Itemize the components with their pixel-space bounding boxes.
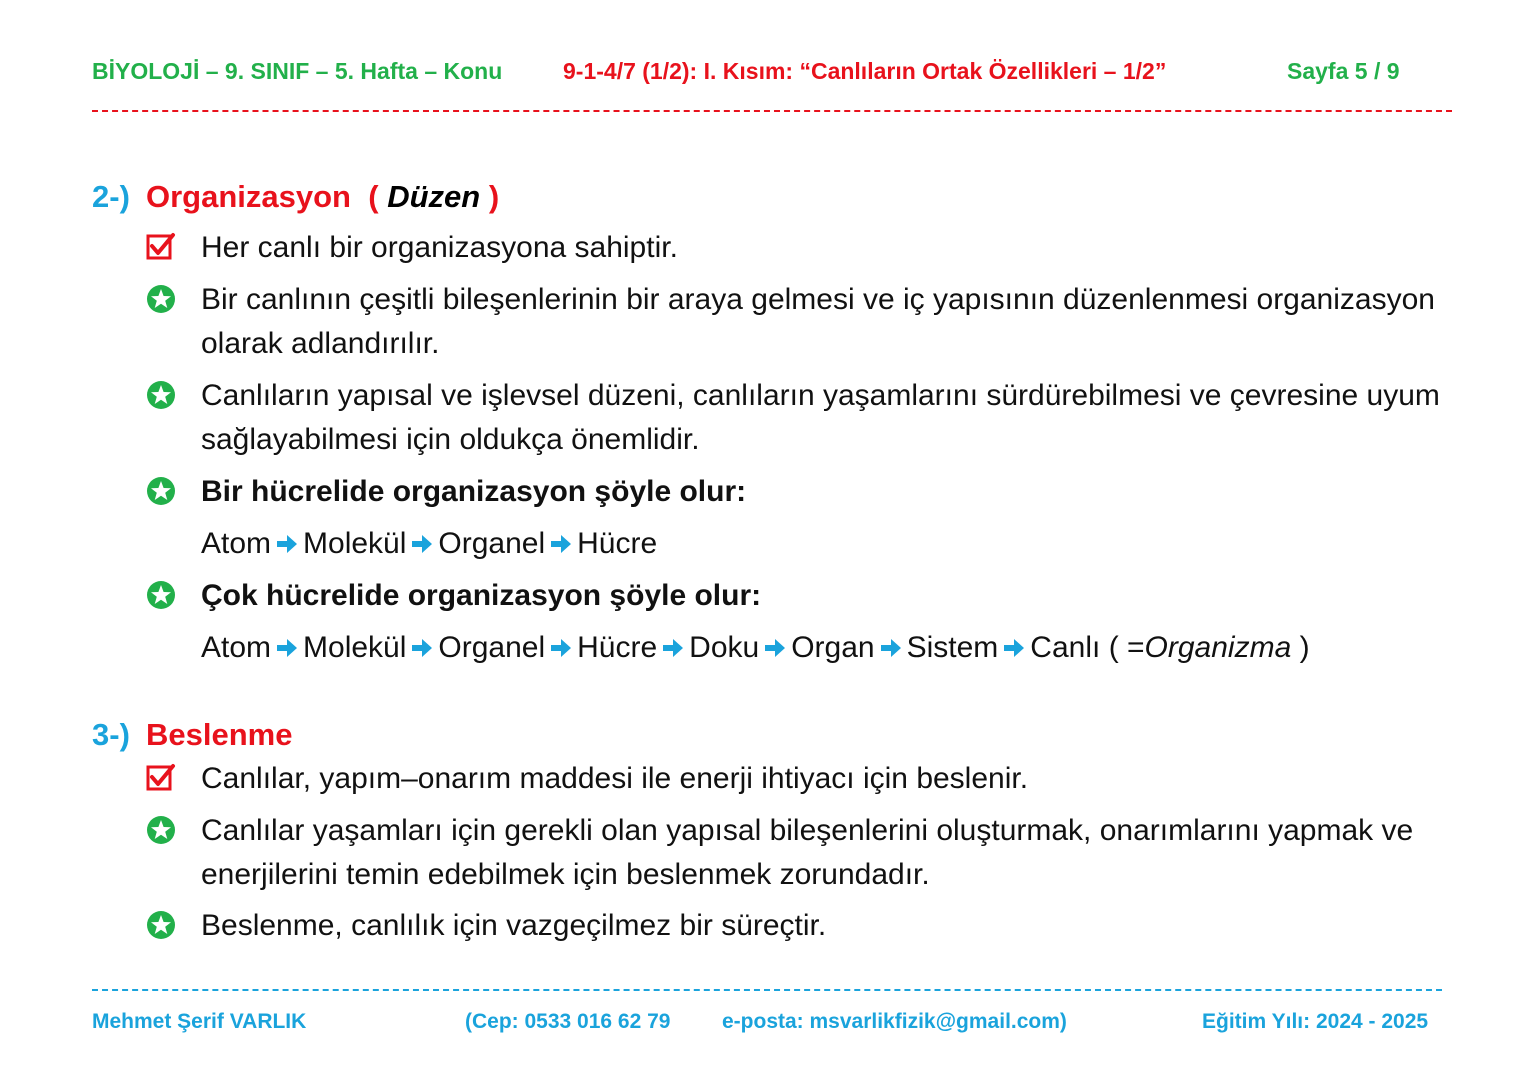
list-item-text: Çok hücrelide organizasyon şöyle olur: (201, 579, 762, 612)
chain-note: Organizma (1144, 631, 1292, 664)
right-arrow-icon (410, 533, 434, 555)
right-arrow-icon (661, 637, 685, 659)
header-page-number: Sayfa 5 / 9 (1287, 58, 1400, 84)
list-item-text: Canlılar yaşamları için gerekli olan yapısal bileşenlerini oluşturmak, onarımlarını yapmak ve enerjilerini temin edebilmek için beslenmek zorundadır. (201, 814, 1414, 891)
footer-phone: (Cep: 0533 016 62 79 (465, 1010, 671, 1033)
list-item-text: Canlıların yapısal ve işlevsel düzeni, canlıların yaşamlarını sürdürebilmesi ve çevresine uyum sağlayabilmesi için oldukça önemlidir. (201, 379, 1440, 456)
star-circle-icon (146, 284, 176, 314)
section-2-paren-open: ( (368, 179, 379, 214)
list-item-text: Bir canlının çeşitli bileşenlerinin bir araya gelmesi ve iç yapısının düzenlenmesi organizasyon olarak adlandırılır. (201, 283, 1435, 360)
list-item-text: Beslenme, canlılık için vazgeçilmez bir süreçtir. (201, 909, 827, 942)
section-3-number: 3-) (92, 717, 130, 752)
chain_multi-step: Canlı (1030, 631, 1101, 664)
star-circle-icon (146, 580, 176, 610)
section-2-paren-close: ) (488, 179, 500, 214)
star-circle-icon (146, 910, 176, 940)
star-circle-icon (146, 380, 176, 410)
star-circle-icon (146, 815, 176, 845)
chain_multi-step: Organel (438, 631, 546, 664)
right-arrow-icon (275, 533, 299, 555)
chain_single-step: Atom (201, 527, 272, 560)
chain_single-step: Organel (438, 527, 546, 560)
chain_single-step: Molekül (303, 527, 407, 560)
right-arrow-icon (879, 637, 903, 659)
header-divider (92, 110, 1452, 112)
chain-multi-cell (201, 626, 1461, 670)
list-item-text: Canlılar, yapım–onarım maddesi ile enerji ihtiyacı için beslenir. (201, 762, 1029, 795)
chain-single-cell (201, 522, 1461, 566)
section-3-name: Beslenme (146, 717, 293, 752)
list-item-text: Her canlı bir organizasyona sahiptir. (201, 231, 678, 264)
footer-divider (92, 989, 1442, 991)
chain_multi-step: Organ (791, 631, 875, 664)
right-arrow-icon (763, 637, 787, 659)
footer-email: e-posta: msvarlikfizik@gmail.com) (722, 1010, 1067, 1033)
footer-author: Mehmet Şerif VARLIK (92, 1010, 307, 1033)
right-arrow-icon (549, 533, 573, 555)
right-arrow-icon (1002, 637, 1026, 659)
star-circle-icon (146, 476, 176, 506)
section-2-title (92, 179, 499, 215)
footer-year: Eğitim Yılı: 2024 - 2025 (1202, 1010, 1429, 1033)
right-arrow-icon (410, 637, 434, 659)
chain_single-step: Hücre (577, 527, 658, 560)
chain_multi-step: Molekül (303, 631, 407, 664)
section-2-number: 2-) (92, 179, 130, 214)
checked-box-icon (146, 232, 176, 262)
right-arrow-icon (549, 637, 573, 659)
chain_multi-step: Atom (201, 631, 272, 664)
checked-box-icon (146, 763, 176, 793)
section-2-name: Organizasyon (146, 179, 351, 214)
right-arrow-icon (275, 637, 299, 659)
chain_multi-step: Hücre (577, 631, 658, 664)
chain-note-close: ) (1291, 631, 1310, 664)
section-2-subtitle: Düzen (387, 179, 481, 214)
chain_multi-step: Sistem (906, 631, 999, 664)
chain-note-open: ( = (1108, 631, 1145, 664)
list-item-text: Bir hücrelide organizasyon şöyle olur: (201, 475, 747, 508)
section-3-title (92, 717, 292, 753)
chain_multi-step: Doku (689, 631, 760, 664)
header-topic: 9-1-4/7 (1/2): I. Kısım: “Canlıların Ortak Özellikleri – 1/2” (563, 58, 1167, 84)
header-subject: BİYOLOJİ – 9. SINIF – 5. Hafta – Konu (92, 58, 503, 84)
